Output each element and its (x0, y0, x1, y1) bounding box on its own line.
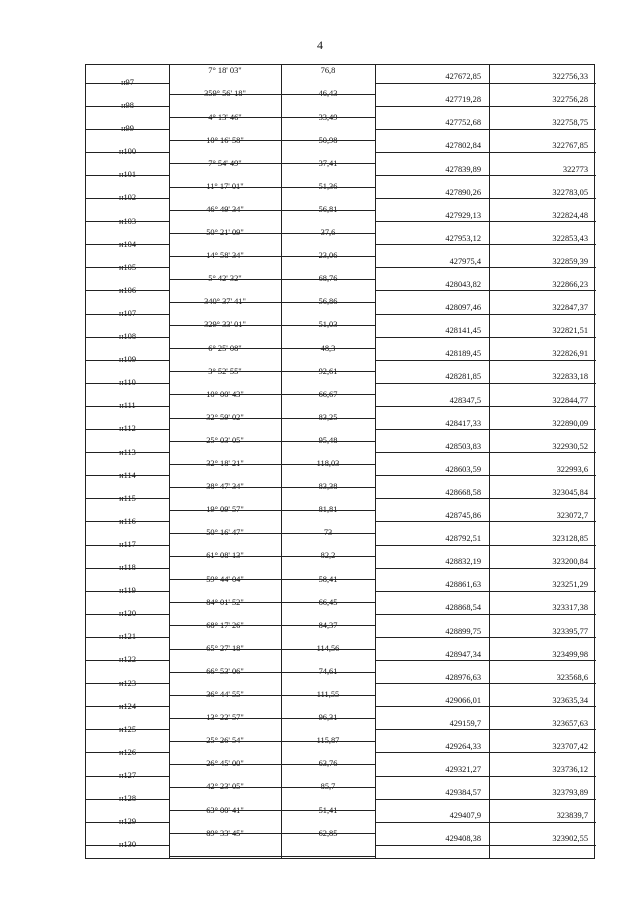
row-divider (169, 94, 375, 95)
segment-length: 37,6 (320, 228, 336, 238)
segment-angle: 3° 52' 55" (208, 366, 242, 376)
point-y: 323657,63 (552, 718, 588, 728)
point-name: н123 (118, 678, 137, 688)
row-divider (375, 383, 596, 384)
point-y: 322756,28 (552, 95, 588, 105)
segment-length: 63,76 (318, 759, 338, 769)
segment-length: 92,61 (318, 366, 338, 376)
segment-length: 56,81 (318, 204, 338, 214)
row-divider (169, 533, 375, 534)
segment-length: 114,56 (316, 643, 340, 653)
segment-length: 73 (323, 528, 333, 538)
row-divider (169, 140, 375, 141)
row-divider (375, 776, 596, 777)
row-divider (169, 233, 375, 234)
point-name: н101 (118, 170, 137, 180)
point-y: 322783,05 (552, 187, 588, 197)
page-number: 4 (317, 38, 323, 52)
point-x: 428861,63 (445, 580, 481, 590)
row-divider (86, 752, 169, 753)
row-divider (169, 302, 375, 303)
point-y: 322756,33 (552, 72, 588, 82)
point-y: 323045,84 (552, 487, 588, 497)
row-divider (169, 348, 375, 349)
segment-length: 50,98 (318, 135, 338, 145)
segment-angle: 340° 37' 41" (204, 297, 246, 307)
row-divider (375, 429, 596, 430)
segment-angle: 26° 45' 00" (206, 759, 244, 769)
point-name: н120 (118, 609, 137, 619)
row-divider (169, 418, 375, 419)
segment-length: 76,8 (320, 66, 336, 76)
segment-angle: 89° 33' 45" (206, 828, 244, 838)
row-divider (169, 256, 375, 257)
row-divider (169, 394, 375, 395)
point-name: н118 (119, 563, 136, 573)
point-y: 323793,89 (552, 788, 588, 798)
segment-angle: 46° 49' 34" (206, 204, 244, 214)
point-name: н128 (118, 794, 137, 804)
segment-angle: 10° 16' 58" (206, 135, 244, 145)
row-divider (86, 845, 169, 846)
point-y: 323839,7 (556, 811, 588, 821)
segment-length: 95,48 (318, 435, 338, 445)
row-divider (86, 290, 169, 291)
row-divider (375, 129, 596, 130)
segment-angle: 50° 21' 09" (206, 228, 244, 238)
point-y: 323499,98 (552, 649, 588, 659)
segment-angle: 25° 26' 54" (206, 736, 244, 746)
row-divider (169, 672, 375, 673)
point-y: 322853,43 (552, 233, 588, 243)
point-x: 427975,4 (449, 256, 481, 266)
segment-angle: 14° 58' 34" (206, 251, 244, 261)
row-divider (169, 649, 375, 650)
segment-angle: 65° 27' 18" (206, 643, 244, 653)
row-divider (375, 637, 596, 638)
point-y: 322758,75 (552, 118, 588, 128)
point-name: н110 (119, 378, 136, 388)
point-x: 427929,13 (445, 210, 481, 220)
row-divider (86, 83, 169, 84)
column-divider (489, 65, 490, 858)
row-divider (169, 833, 375, 834)
point-x: 428097,46 (445, 303, 481, 313)
row-divider (375, 660, 596, 661)
point-name: н97 (121, 77, 134, 87)
point-y: 322824,48 (552, 210, 588, 220)
row-divider (375, 198, 596, 199)
row-divider (169, 487, 375, 488)
row-divider (169, 625, 375, 626)
row-divider (86, 452, 169, 453)
point-x: 428141,45 (445, 326, 481, 336)
segment-angle: 32° 59' 02" (206, 412, 244, 422)
row-divider (86, 221, 169, 222)
row-divider (86, 314, 169, 315)
row-divider (86, 521, 169, 522)
row-divider (169, 279, 375, 280)
row-divider (375, 822, 596, 823)
point-name: н99 (121, 124, 134, 134)
point-y: 322826,91 (552, 349, 588, 359)
point-x: 428043,82 (445, 280, 481, 290)
point-y: 323200,84 (552, 557, 588, 567)
segment-length: 46,43 (318, 89, 338, 99)
point-x: 429407,9 (449, 811, 481, 821)
row-divider (86, 106, 169, 107)
row-divider (169, 856, 375, 857)
point-x: 428947,34 (445, 649, 481, 659)
segment-angle: 10° 00' 43" (206, 389, 244, 399)
segment-angle: 5° 42' 32" (208, 274, 242, 284)
row-divider (375, 591, 596, 592)
row-divider (86, 660, 169, 661)
row-divider (169, 787, 375, 788)
point-name: н117 (119, 539, 136, 549)
point-x: 427890,26 (445, 187, 481, 197)
point-name: н111 (119, 401, 136, 411)
point-name: н114 (119, 470, 136, 480)
point-x: 429066,01 (445, 695, 481, 705)
row-divider (375, 683, 596, 684)
row-divider (375, 475, 596, 476)
segment-length: 83,38 (318, 482, 338, 492)
row-divider (86, 498, 169, 499)
point-x: 428792,51 (445, 534, 481, 544)
segment-angle: 61° 08' 13" (206, 551, 244, 561)
point-x: 428189,45 (445, 349, 481, 359)
point-x: 428603,59 (445, 464, 481, 474)
segment-angle: 36° 44' 55" (206, 690, 244, 700)
point-x: 428745,86 (445, 511, 481, 521)
row-divider (86, 475, 169, 476)
point-x: 427752,68 (445, 118, 481, 128)
row-divider (375, 175, 596, 176)
row-divider (375, 452, 596, 453)
point-y: 323251,29 (552, 580, 588, 590)
segment-angle: 42° 23' 05" (206, 782, 244, 792)
row-divider (169, 441, 375, 442)
point-x: 429408,38 (445, 834, 481, 844)
point-name: н112 (119, 424, 136, 434)
row-divider (375, 406, 596, 407)
row-divider (169, 187, 375, 188)
point-y: 322890,09 (552, 418, 588, 428)
point-y: 323072,7 (556, 511, 588, 521)
row-divider (375, 545, 596, 546)
point-name: н130 (118, 840, 137, 850)
row-divider (375, 314, 596, 315)
point-name: н121 (118, 632, 137, 642)
row-divider (169, 117, 375, 118)
row-divider (375, 568, 596, 569)
row-divider (86, 175, 169, 176)
point-name: н106 (118, 285, 137, 295)
row-divider (375, 845, 596, 846)
segment-length: 51,36 (318, 181, 338, 191)
coordinate-table (85, 64, 595, 859)
row-divider (375, 83, 596, 84)
row-divider (375, 706, 596, 707)
row-divider (169, 579, 375, 580)
segment-angle: 84° 01' 52" (206, 597, 244, 607)
row-divider (169, 602, 375, 603)
row-divider (375, 290, 596, 291)
row-divider (375, 752, 596, 753)
segment-angle: 63° 00' 41" (206, 805, 244, 815)
row-divider (375, 614, 596, 615)
point-y: 322773 (562, 164, 588, 174)
row-divider (86, 198, 169, 199)
point-y: 322993,6 (556, 464, 588, 474)
point-x: 428976,63 (445, 672, 481, 682)
point-x: 428347,5 (449, 395, 481, 405)
segment-angle: 359° 56' 18" (204, 89, 246, 99)
row-divider (86, 360, 169, 361)
row-divider (86, 706, 169, 707)
point-y: 323128,85 (552, 534, 588, 544)
row-divider (86, 545, 169, 546)
segment-length: 66,67 (318, 389, 338, 399)
row-divider (86, 637, 169, 638)
point-x: 429264,33 (445, 742, 481, 752)
row-divider (169, 695, 375, 696)
segment-length: 82,2 (320, 551, 336, 561)
row-divider (169, 325, 375, 326)
segment-angle: 329° 33' 01" (204, 320, 246, 330)
row-divider (375, 152, 596, 153)
row-divider (169, 510, 375, 511)
point-x: 427839,89 (445, 164, 481, 174)
point-y: 322844,77 (552, 395, 588, 405)
row-divider (86, 729, 169, 730)
row-divider (375, 221, 596, 222)
row-divider (86, 337, 169, 338)
row-divider (86, 152, 169, 153)
point-y: 322821,51 (552, 326, 588, 336)
segment-angle: 19° 09' 57" (206, 505, 244, 515)
point-name: н102 (118, 193, 137, 203)
segment-length: 68,76 (318, 274, 338, 284)
segment-angle: 66° 53' 06" (206, 666, 244, 676)
segment-angle: 7° 54' 49" (208, 158, 242, 168)
segment-length: 48,3 (320, 343, 336, 353)
row-divider (375, 799, 596, 800)
point-name: н109 (118, 355, 137, 365)
row-divider (375, 106, 596, 107)
segment-length: 33,49 (318, 112, 338, 122)
segment-length: 118,03 (316, 459, 340, 469)
segment-length: 51,03 (318, 320, 338, 330)
row-divider (169, 556, 375, 557)
point-name: н107 (118, 308, 137, 318)
point-name: н126 (118, 747, 137, 757)
point-name: н122 (118, 655, 137, 665)
row-divider (86, 129, 169, 130)
row-divider (375, 337, 596, 338)
segment-length: 84,37 (318, 620, 338, 630)
segment-length: 23,06 (318, 251, 338, 261)
segment-length: 37,41 (318, 158, 338, 168)
point-x: 427672,85 (445, 72, 481, 82)
row-divider (375, 244, 596, 245)
point-name: н105 (118, 262, 137, 272)
point-x: 428503,83 (445, 441, 481, 451)
segment-angle: 11° 17' 01" (206, 181, 244, 191)
row-divider (169, 718, 375, 719)
row-divider (86, 776, 169, 777)
row-divider (375, 498, 596, 499)
row-divider (375, 729, 596, 730)
segment-length: 51,41 (318, 805, 338, 815)
point-x: 429321,27 (445, 765, 481, 775)
row-divider (86, 429, 169, 430)
segment-length: 62,85 (318, 828, 338, 838)
column-divider (375, 65, 376, 858)
point-y: 323635,34 (552, 695, 588, 705)
segment-length: 115,87 (316, 736, 340, 746)
point-y: 322866,23 (552, 280, 588, 290)
segment-angle: 68° 17' 26" (206, 620, 244, 630)
row-divider (86, 568, 169, 569)
point-y: 323707,42 (552, 742, 588, 752)
point-x: 427802,84 (445, 141, 481, 151)
segment-angle: 59° 44' 04" (206, 574, 244, 584)
segment-length: 111,55 (316, 690, 340, 700)
point-name: н104 (118, 239, 137, 249)
row-divider (169, 371, 375, 372)
row-divider (375, 521, 596, 522)
row-divider (86, 683, 169, 684)
segment-length: 83,25 (318, 412, 338, 422)
row-divider (86, 799, 169, 800)
point-x: 428668,58 (445, 487, 481, 497)
segment-length: 56,86 (318, 297, 338, 307)
segment-length: 85,7 (320, 782, 336, 792)
point-name: н113 (119, 447, 136, 457)
point-y: 323568,6 (556, 672, 588, 682)
row-divider (86, 383, 169, 384)
row-divider (375, 267, 596, 268)
segment-angle: 4° 13' 46" (208, 112, 242, 122)
point-x: 427719,28 (445, 95, 481, 105)
row-divider (169, 163, 375, 164)
point-name: н116 (119, 516, 136, 526)
point-name: н100 (118, 147, 137, 157)
point-name: н115 (119, 493, 136, 503)
point-y: 322930,52 (552, 441, 588, 451)
row-divider (86, 406, 169, 407)
segment-angle: 32° 18' 21" (206, 459, 244, 469)
point-name: н129 (118, 817, 137, 827)
point-name: н125 (118, 724, 137, 734)
row-divider (86, 614, 169, 615)
point-x: 428832,19 (445, 557, 481, 567)
point-name: н103 (118, 216, 137, 226)
point-x: 428281,85 (445, 372, 481, 382)
row-divider (86, 267, 169, 268)
point-y: 322847,37 (552, 303, 588, 313)
segment-angle: 50° 16' 47" (206, 528, 244, 538)
point-y: 323317,38 (552, 603, 588, 613)
row-divider (169, 764, 375, 765)
point-x: 428417,33 (445, 418, 481, 428)
row-divider (169, 464, 375, 465)
segment-length: 96,31 (318, 713, 338, 723)
segment-angle: 25° 03' 05" (206, 435, 244, 445)
row-divider (169, 741, 375, 742)
point-y: 322833,18 (552, 372, 588, 382)
point-name: н127 (118, 770, 137, 780)
row-divider (86, 591, 169, 592)
point-y: 322859,39 (552, 256, 588, 266)
point-y: 323736,12 (552, 765, 588, 775)
point-x: 429159,7 (449, 718, 481, 728)
point-y: 323902,55 (552, 834, 588, 844)
segment-angle: 13° 22' 57" (206, 713, 244, 723)
point-x: 429384,57 (445, 788, 481, 798)
point-name: н119 (119, 586, 136, 596)
segment-length: 58,41 (318, 574, 338, 584)
segment-angle: 38° 47' 34" (206, 482, 244, 492)
row-divider (375, 360, 596, 361)
row-divider (86, 244, 169, 245)
point-y: 322767,85 (552, 141, 588, 151)
point-x: 428899,75 (445, 626, 481, 636)
point-name: н124 (118, 701, 137, 711)
segment-angle: 6° 25' 08" (208, 343, 242, 353)
point-x: 428868,54 (445, 603, 481, 613)
point-name: н108 (118, 332, 137, 342)
point-y: 323395,77 (552, 626, 588, 636)
row-divider (86, 822, 169, 823)
segment-angle: 7° 18' 03" (208, 66, 242, 76)
point-x: 427953,12 (445, 233, 481, 243)
segment-length: 74,61 (318, 666, 338, 676)
segment-length: 81,81 (318, 505, 338, 515)
row-divider (169, 810, 375, 811)
row-divider (169, 210, 375, 211)
point-name: н98 (121, 101, 134, 111)
segment-length: 66,45 (318, 597, 338, 607)
